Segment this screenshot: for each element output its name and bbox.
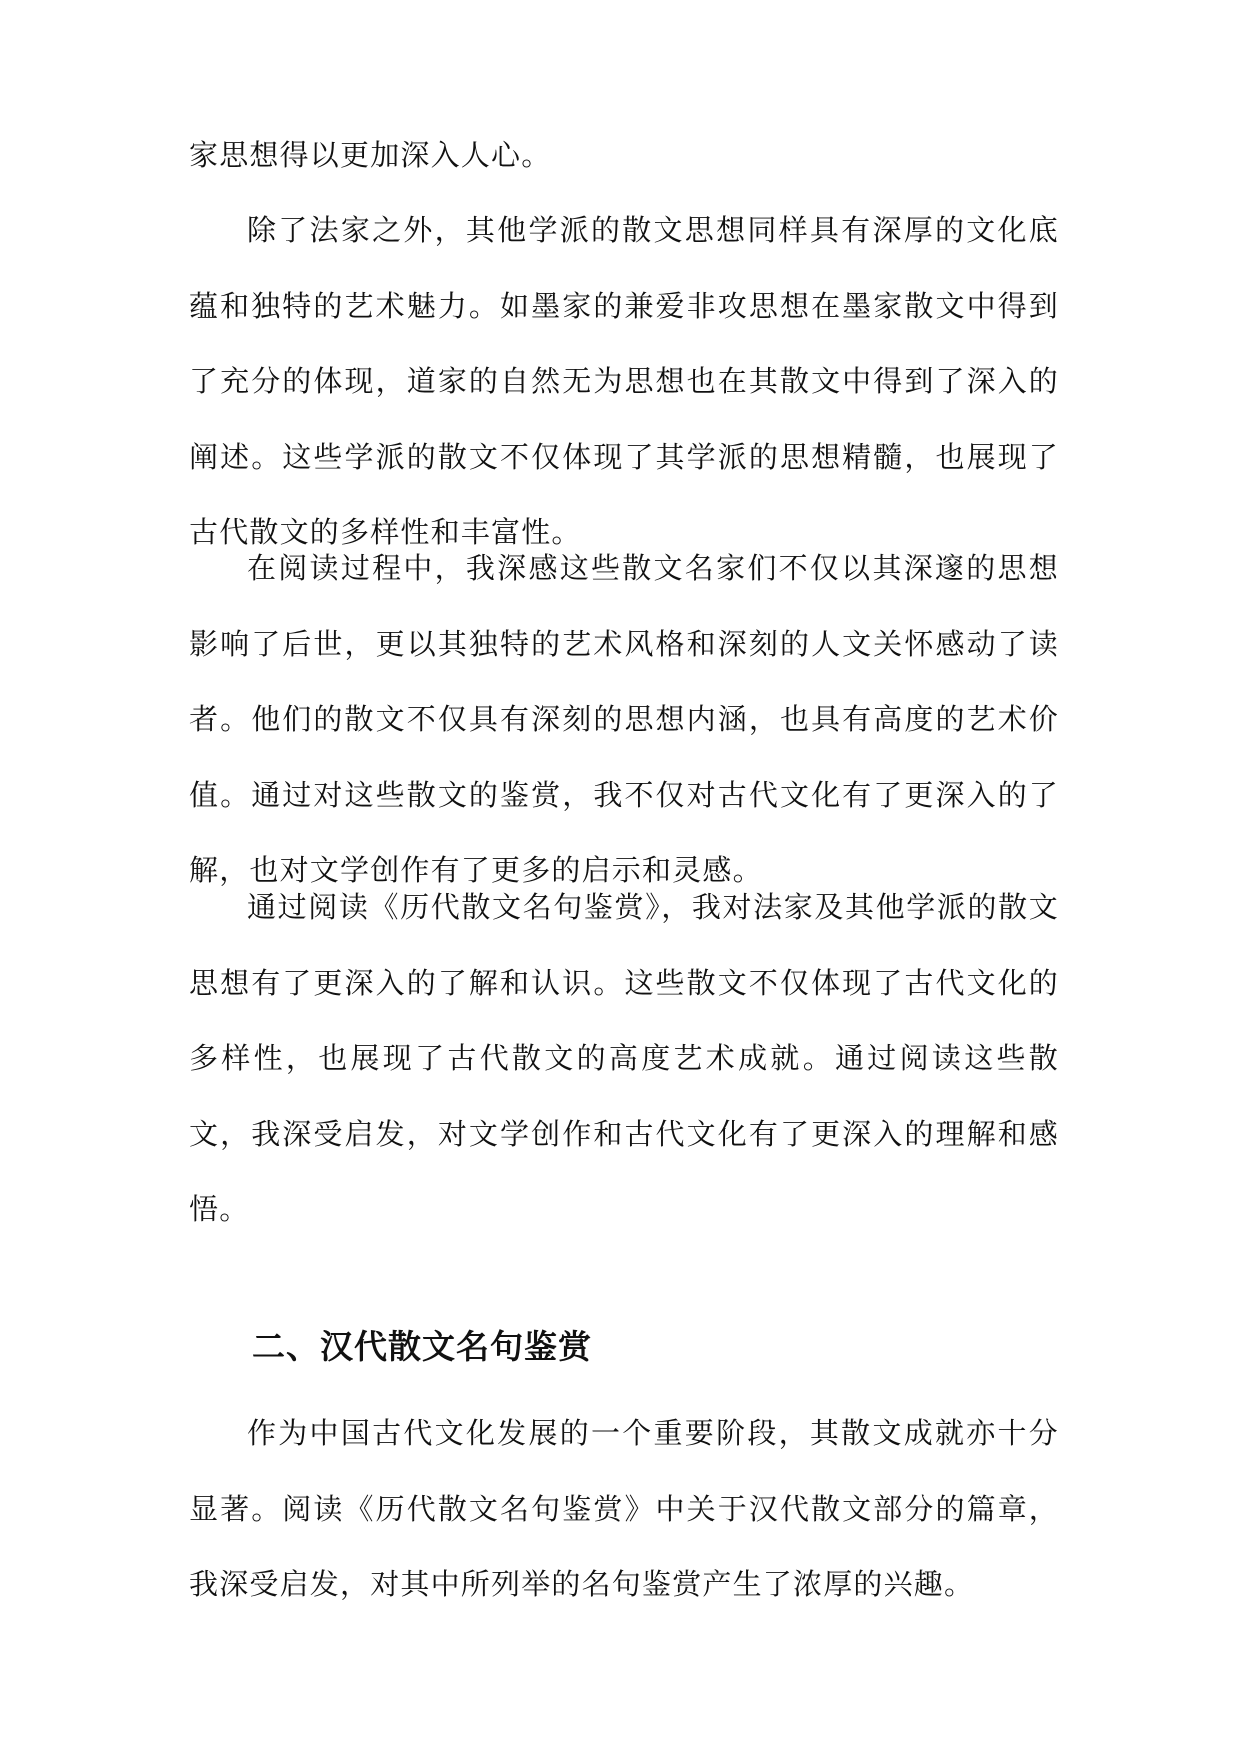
paragraph-han-prose: 作为中国古代文化发展的一个重要阶段，其散文成就亦十分显著。阅读《历代散文名句鉴赏》中关于汉代散文部分的篇章，我深受启发，对其中所列举的名句鉴赏产生了浓厚的兴趣。	[189, 1416, 1059, 1601]
paragraph-summary: 通过阅读《历代散文名句鉴赏》，我对法家及其他学派的散文思想有了更深入的了解和认识。这些散文不仅体现了古代文化的多样性，也展现了古代散文的高度艺术成就。通过阅读这些散文，我深受启发，对文学创作和古代文化有了更深入的理解和感悟。	[189, 890, 1059, 1226]
paragraph-other-schools: 除了法家之外，其他学派的散文思想同样具有深厚的文化底蕴和独特的艺术魅力。如墨家的兼爱非攻思想在墨家散文中得到了充分的体现，道家的自然无为思想也在其散文中得到了深入的阐述。这些学派的散文不仅体现了其学派的思想精髓，也展现了古代散文的多样性和丰富性。	[189, 213, 1059, 549]
paragraph-reading-reflection: 在阅读过程中，我深感这些散文名家们不仅以其深邃的思想影响了后世，更以其独特的艺术风格和深刻的人文关怀感动了读者。他们的散文不仅具有深刻的思想内涵，也具有高度的艺术价值。通过对这些散文的鉴赏，我不仅对古代文化有了更深入的了解，也对文学创作有了更多的启示和灵感。	[189, 551, 1059, 887]
section-heading: 二、汉代散文名句鉴赏	[252, 1327, 592, 1366]
paragraph-continuation: 家思想得以更加深入人心。	[189, 138, 552, 172]
